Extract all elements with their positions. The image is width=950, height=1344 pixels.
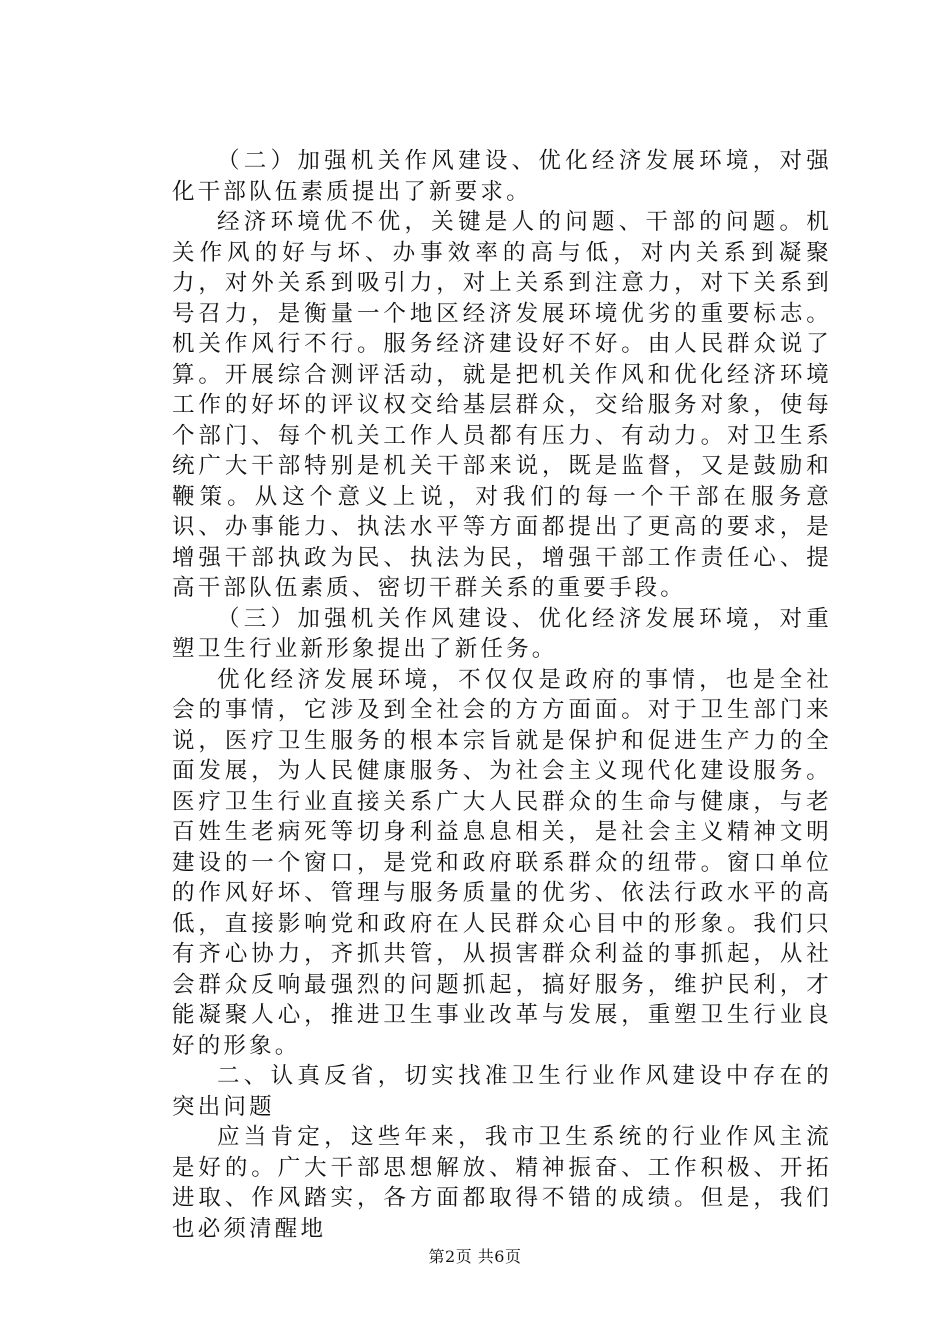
document-body (172, 146, 832, 1244)
body-paragraph: 优化经济发展环境，不仅仅是政府的事情，也是全社会的事情，它涉及到全社会的方方面面。对于卫生部门来说，医疗卫生服务的根本宗旨就是保护和促进生产力的全面发展，为人民健康服务、为社会主义现代化建设服务。医疗卫生行业直接关系广大人民群众的生命与健康，与老百姓生老病死等切身利益息息相关，是社会主义精神文明建设的一个窗口，是党和政府联系群众的纽带。窗口单位的作风好坏、管理与服务质量的优劣、依法行政水平的高低，直接影响党和政府在人民群众心目中的形象。我们只有齐心协力，齐抓共管，从损害群众利益的事抓起，从社会群众反响最强烈的问题抓起，搞好服务，维护民利，才能凝聚人心，推进卫生事业改革与发展，重塑卫生行业良好的形象。 (172, 666, 832, 1059)
body-paragraph: 经济环境优不优，关键是人的问题、干部的问题。机关作风的好与坏、办事效率的高与低，对内关系到凝聚力，对外关系到吸引力，对上关系到注意力，对下关系到号召力，是衡量一个地区经济发展环境优劣的重要标志。机关作风行不行。服务经济建设好不好。由人民群众说了算。开展综合测评活动，就是把机关作风和优化经济环境工作的好坏的评议权交给基层群众，交给服务对象，使每个部门、每个机关工作人员都有压力、有动力。对卫生系统广大干部特别是机关干部来说，既是监督，又是鼓励和鞭策。从这个意义上说，对我们的每一个干部在服务意识、办事能力、执法水平等方面都提出了更高的要求，是增强干部执政为民、执法为民，增强干部工作责任心、提高干部队伍素质、密切干群关系的重要手段。 (172, 209, 832, 601)
page-number-footer: 第2页 共6页 (428, 1247, 522, 1266)
section-heading-3: （三）加强机关作风建设、优化经济发展环境，对重塑卫生行业新形象提出了新任务。 (172, 605, 832, 662)
section-heading-2: （二）加强机关作风建设、优化经济发展环境，对强化干部队伍素质提出了新要求。 (172, 148, 832, 205)
chapter-heading-2: 二、认真反省，切实找准卫生行业作风建设中存在的突出问题 (172, 1063, 832, 1120)
body-paragraph: 应当肯定，这些年来，我市卫生系统的行业作风主流是好的。广大干部思想解放、精神振奋、工作积极、开拓进取、作风踏实，各方面都取得不错的成绩。但是，我们也必须清醒地 (172, 1124, 832, 1242)
